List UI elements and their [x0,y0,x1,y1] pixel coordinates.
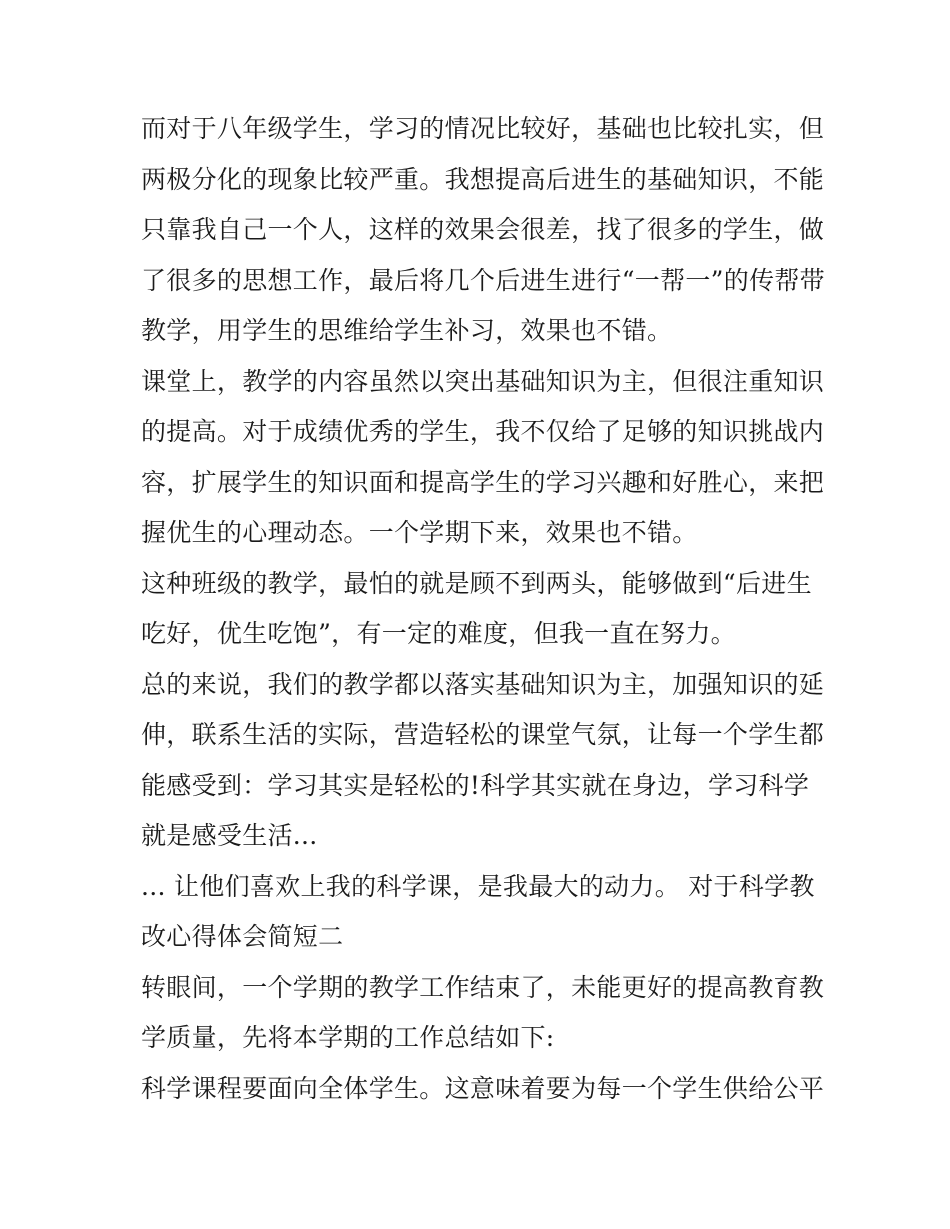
text-line: 容，扩展学生的知识面和提高学生的学习兴趣和好胜心，来把 [141,467,825,497]
text-line: 课堂上，教学的内容虽然以突出基础知识为主，但很注重知识 [141,366,825,396]
text-line: 这种班级的教学，最怕的就是顾不到两头，能够做到“后进生 [141,568,812,598]
text-line: 吃好，优生吃饱”，有一定的难度，但我一直在努力。 [141,619,736,648]
text-line: 了很多的思想工作，最后将几个后进生进行“一帮一”的传帮带 [141,265,825,295]
text-line: 科学课程要面向全体学生。这意味着要为每一个学生供给公平 [141,1073,825,1103]
text-line: 握优生的心理动态。一个学期下来，效果也不错。 [141,518,698,547]
section-heading: 改心得体会简短二 [141,922,344,951]
text-line: 伸，联系生活的实际，营造轻松的课堂气氛，让每一个学生都 [141,720,825,749]
text-line: 的提高。对于成绩优秀的学生，我不仅给了足够的知识挑战内 [141,417,825,446]
text-line: 教学，用学生的思维给学生补习，效果也不错。 [141,316,673,345]
text-line: 转眼间，一个学期的教学工作结束了，未能更好的提高教育教 [141,972,825,1002]
text-line: 两极分化的现象比较严重。我想提高后进生的基础知识，不能 [141,164,825,194]
document-body [141,104,825,1114]
text-line: ... 让他们喜欢上我的科学课，是我最大的动力。 对于科学教 [141,871,815,901]
text-line: 学质量，先将本学期的工作总结如下: [141,1023,555,1052]
text-line: 能感受到：学习其实是轻松的!科学其实就在身边，学习科学 [141,770,810,800]
text-line: 只靠我自己一个人，这样的效果会很差，找了很多的学生，做 [141,215,825,244]
text-line: 就是感受生活... [141,821,318,850]
text-line: 而对于八年级学生，学习的情况比较好，基础也比较扎实，但 [141,114,825,143]
text-line: 总的来说，我们的教学都以落实基础知识为主，加强知识的延 [141,669,825,699]
